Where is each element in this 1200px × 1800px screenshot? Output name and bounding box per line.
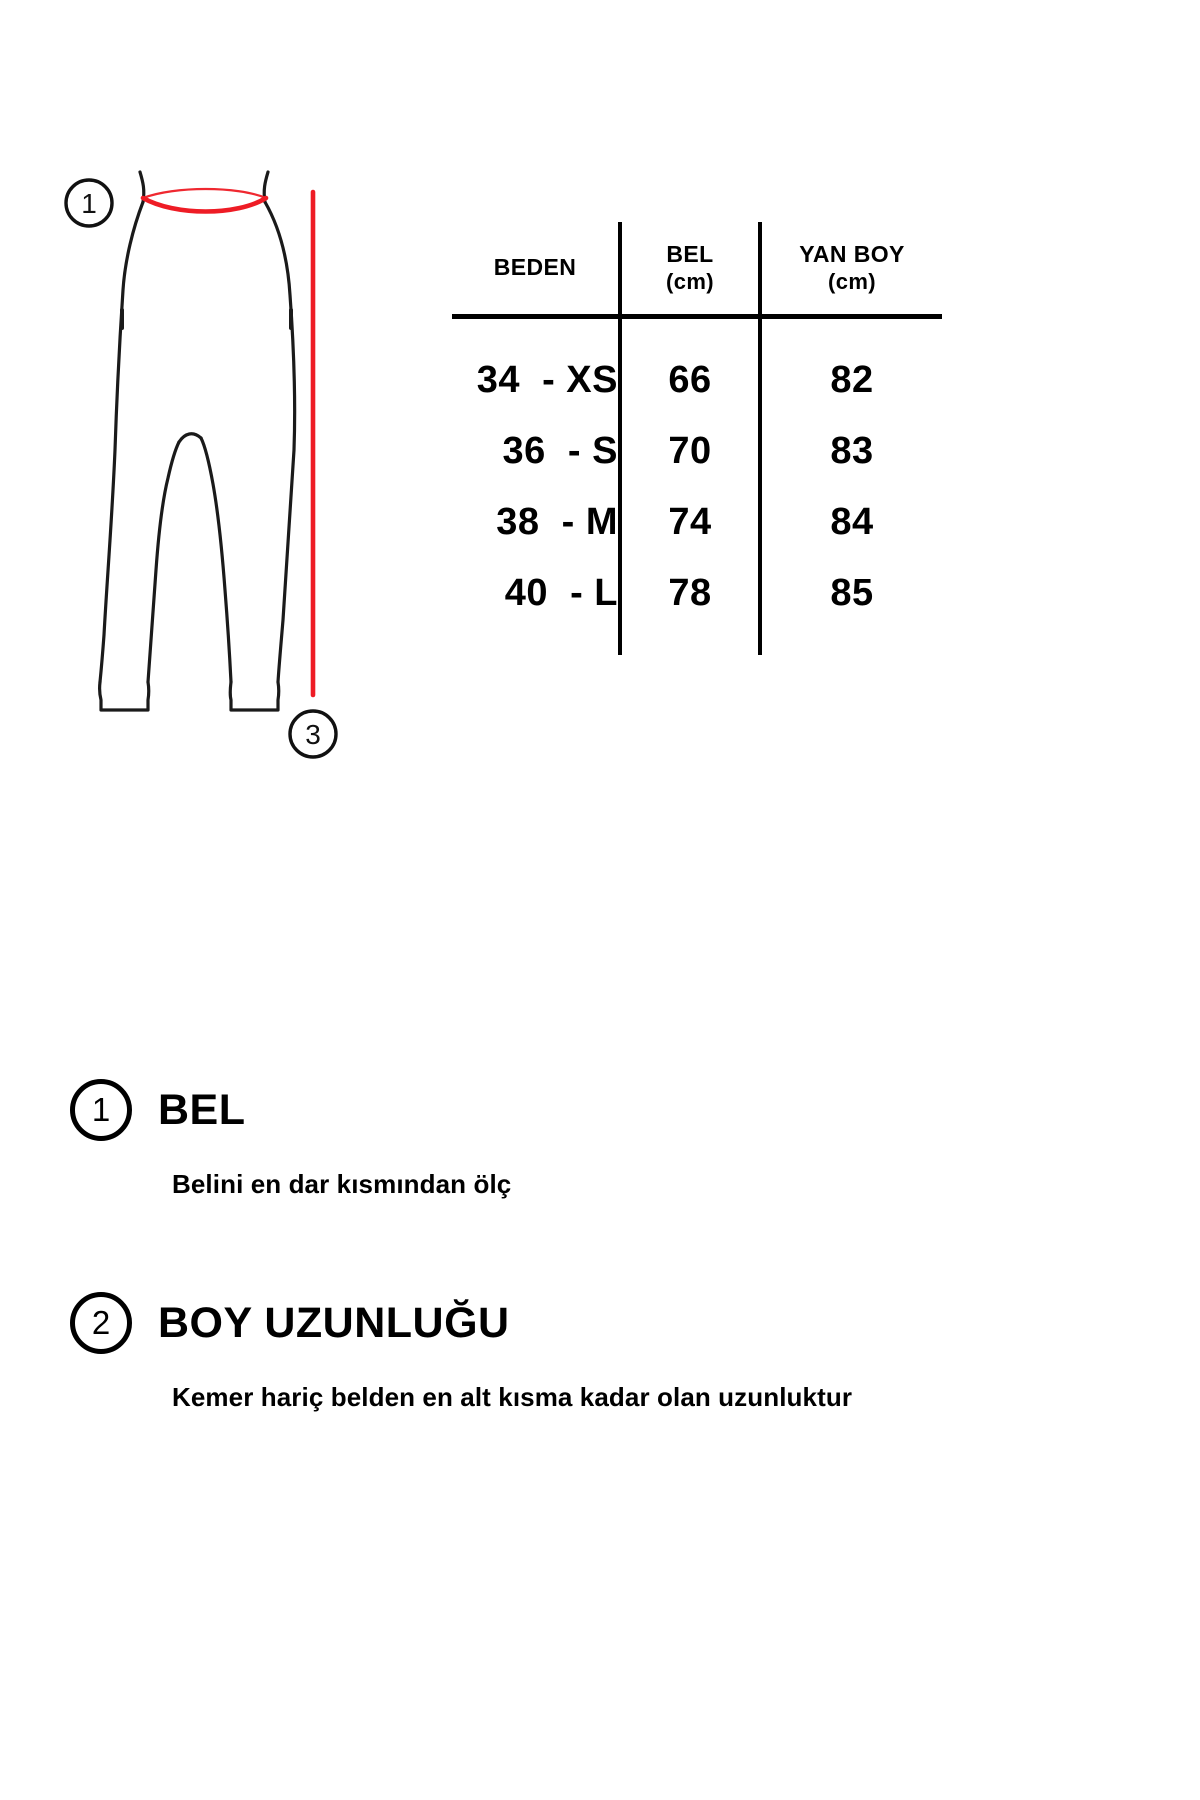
cell-yan-boy: 84	[760, 487, 942, 558]
cell-beden: 40 - L	[504, 572, 618, 614]
size-table-container	[452, 222, 952, 642]
spacer-cell-beden	[452, 319, 620, 345]
cell-bel: 66	[620, 345, 760, 416]
cell-yan-boy: 83	[760, 416, 942, 487]
marker-length-label: 3	[305, 719, 321, 750]
size-table-head	[452, 222, 942, 317]
pants-illustration-svg	[55, 150, 425, 790]
column-header-bel	[620, 222, 760, 317]
table-spacer-top	[452, 319, 942, 345]
table-row	[452, 487, 942, 558]
legend-description-bel: Belini en dar kısmından ölç	[172, 1169, 512, 1199]
cell-beden: 38 - M	[496, 501, 618, 543]
cell-beden: 34 - XS	[476, 359, 618, 401]
table-row	[452, 416, 942, 487]
column-header-yan-boy	[760, 222, 942, 317]
spacer-cell-bel	[620, 319, 760, 345]
legend-item-boy-uzunlugu-header	[70, 1288, 1130, 1358]
marker-waist-label: 1	[81, 188, 97, 219]
spacer-cell-bel	[620, 629, 760, 655]
column-header-yan-boy-unit: (cm)	[827, 268, 877, 294]
column-header-bel-label: BEL	[666, 241, 714, 268]
size-table	[452, 222, 942, 655]
measurement-legend	[70, 1075, 1130, 1501]
pants-outline	[100, 172, 295, 710]
marker-length	[290, 711, 336, 757]
cell-beden: 36 - S	[502, 430, 618, 472]
cell-yan-boy: 85	[760, 558, 942, 629]
cell-yan-boy: 82	[760, 345, 942, 416]
waist-measure-line	[143, 189, 266, 212]
pants-diagram	[55, 150, 425, 790]
spacer-cell-beden	[452, 629, 620, 655]
cell-bel: 70	[620, 416, 760, 487]
legend-number-badge-2: 2	[70, 1292, 132, 1354]
cell-bel: 78	[620, 558, 760, 629]
table-row	[452, 558, 942, 629]
table-row	[452, 345, 942, 416]
column-header-beden	[452, 222, 620, 317]
legend-title-boy-uzunlugu: BOY UZUNLUĞU	[158, 1298, 510, 1347]
cell-bel: 74	[620, 487, 760, 558]
legend-description-boy-uzunlugu: Kemer hariç belden en alt kısma kadar olan uzunluktur	[172, 1382, 853, 1412]
table-header-row	[452, 222, 942, 317]
marker-waist	[66, 180, 112, 226]
column-header-bel-unit: (cm)	[665, 268, 715, 294]
spacer-cell-yan	[760, 319, 942, 345]
size-table-body	[452, 317, 942, 656]
table-spacer-bottom	[452, 629, 942, 655]
legend-item-boy-uzunlugu	[70, 1288, 1130, 1413]
legend-item-bel-header	[70, 1075, 1130, 1145]
legend-number-badge-1: 1	[70, 1079, 132, 1141]
legend-title-bel: BEL	[158, 1085, 246, 1134]
column-header-beden-label: BEDEN	[493, 254, 577, 281]
spacer-cell-yan	[760, 629, 942, 655]
column-header-yan-boy-label: YAN BOY	[799, 241, 905, 268]
legend-item-bel	[70, 1075, 1130, 1200]
